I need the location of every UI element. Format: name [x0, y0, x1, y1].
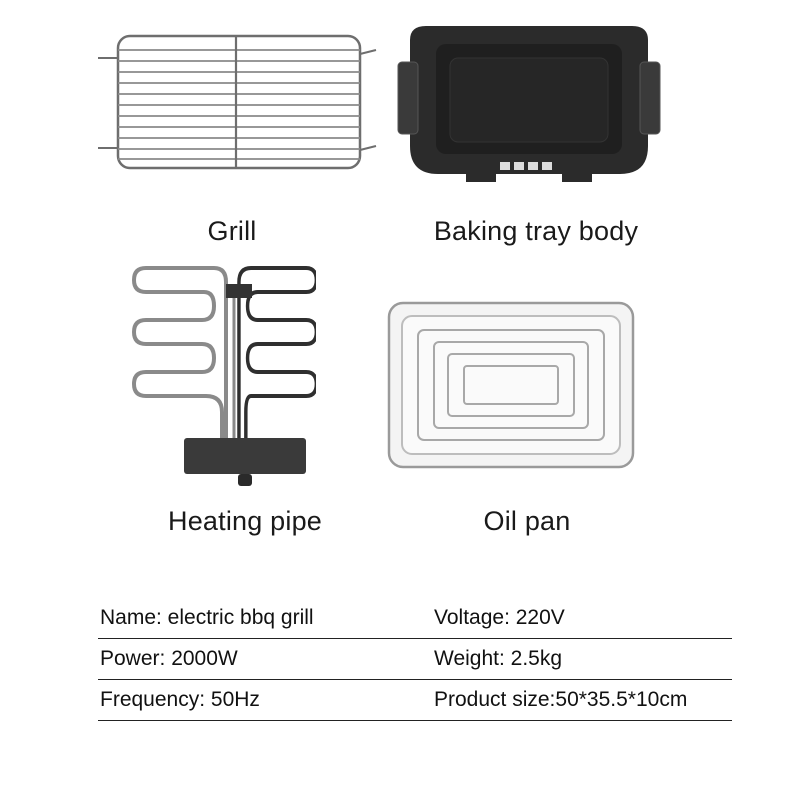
spec-row — [98, 639, 732, 680]
spec-row — [98, 598, 732, 639]
spec-frequency: Frequency: 50Hz — [100, 688, 260, 711]
spec-weight: Weight: 2.5kg — [434, 647, 563, 670]
spec-name: Name: electric bbq grill — [100, 606, 314, 629]
spec-power: Power: 2000W — [100, 647, 238, 670]
spec-row — [98, 680, 732, 721]
spec-voltage: Voltage: 220V — [434, 606, 565, 629]
oil-pan-caption: Oil pan — [483, 506, 571, 536]
grill-rack-icon — [98, 28, 378, 178]
spec-table — [98, 598, 732, 721]
grill-caption: Grill — [207, 216, 257, 246]
baking-tray-icon — [396, 24, 662, 184]
heating-pipe-icon — [126, 262, 316, 490]
oil-pan-icon — [386, 300, 636, 470]
spec-product-size: Product size:50*35.5*10cm — [434, 688, 688, 711]
baking-tray-caption: Baking tray body — [433, 216, 639, 246]
heating-pipe-caption: Heating pipe — [167, 506, 323, 536]
